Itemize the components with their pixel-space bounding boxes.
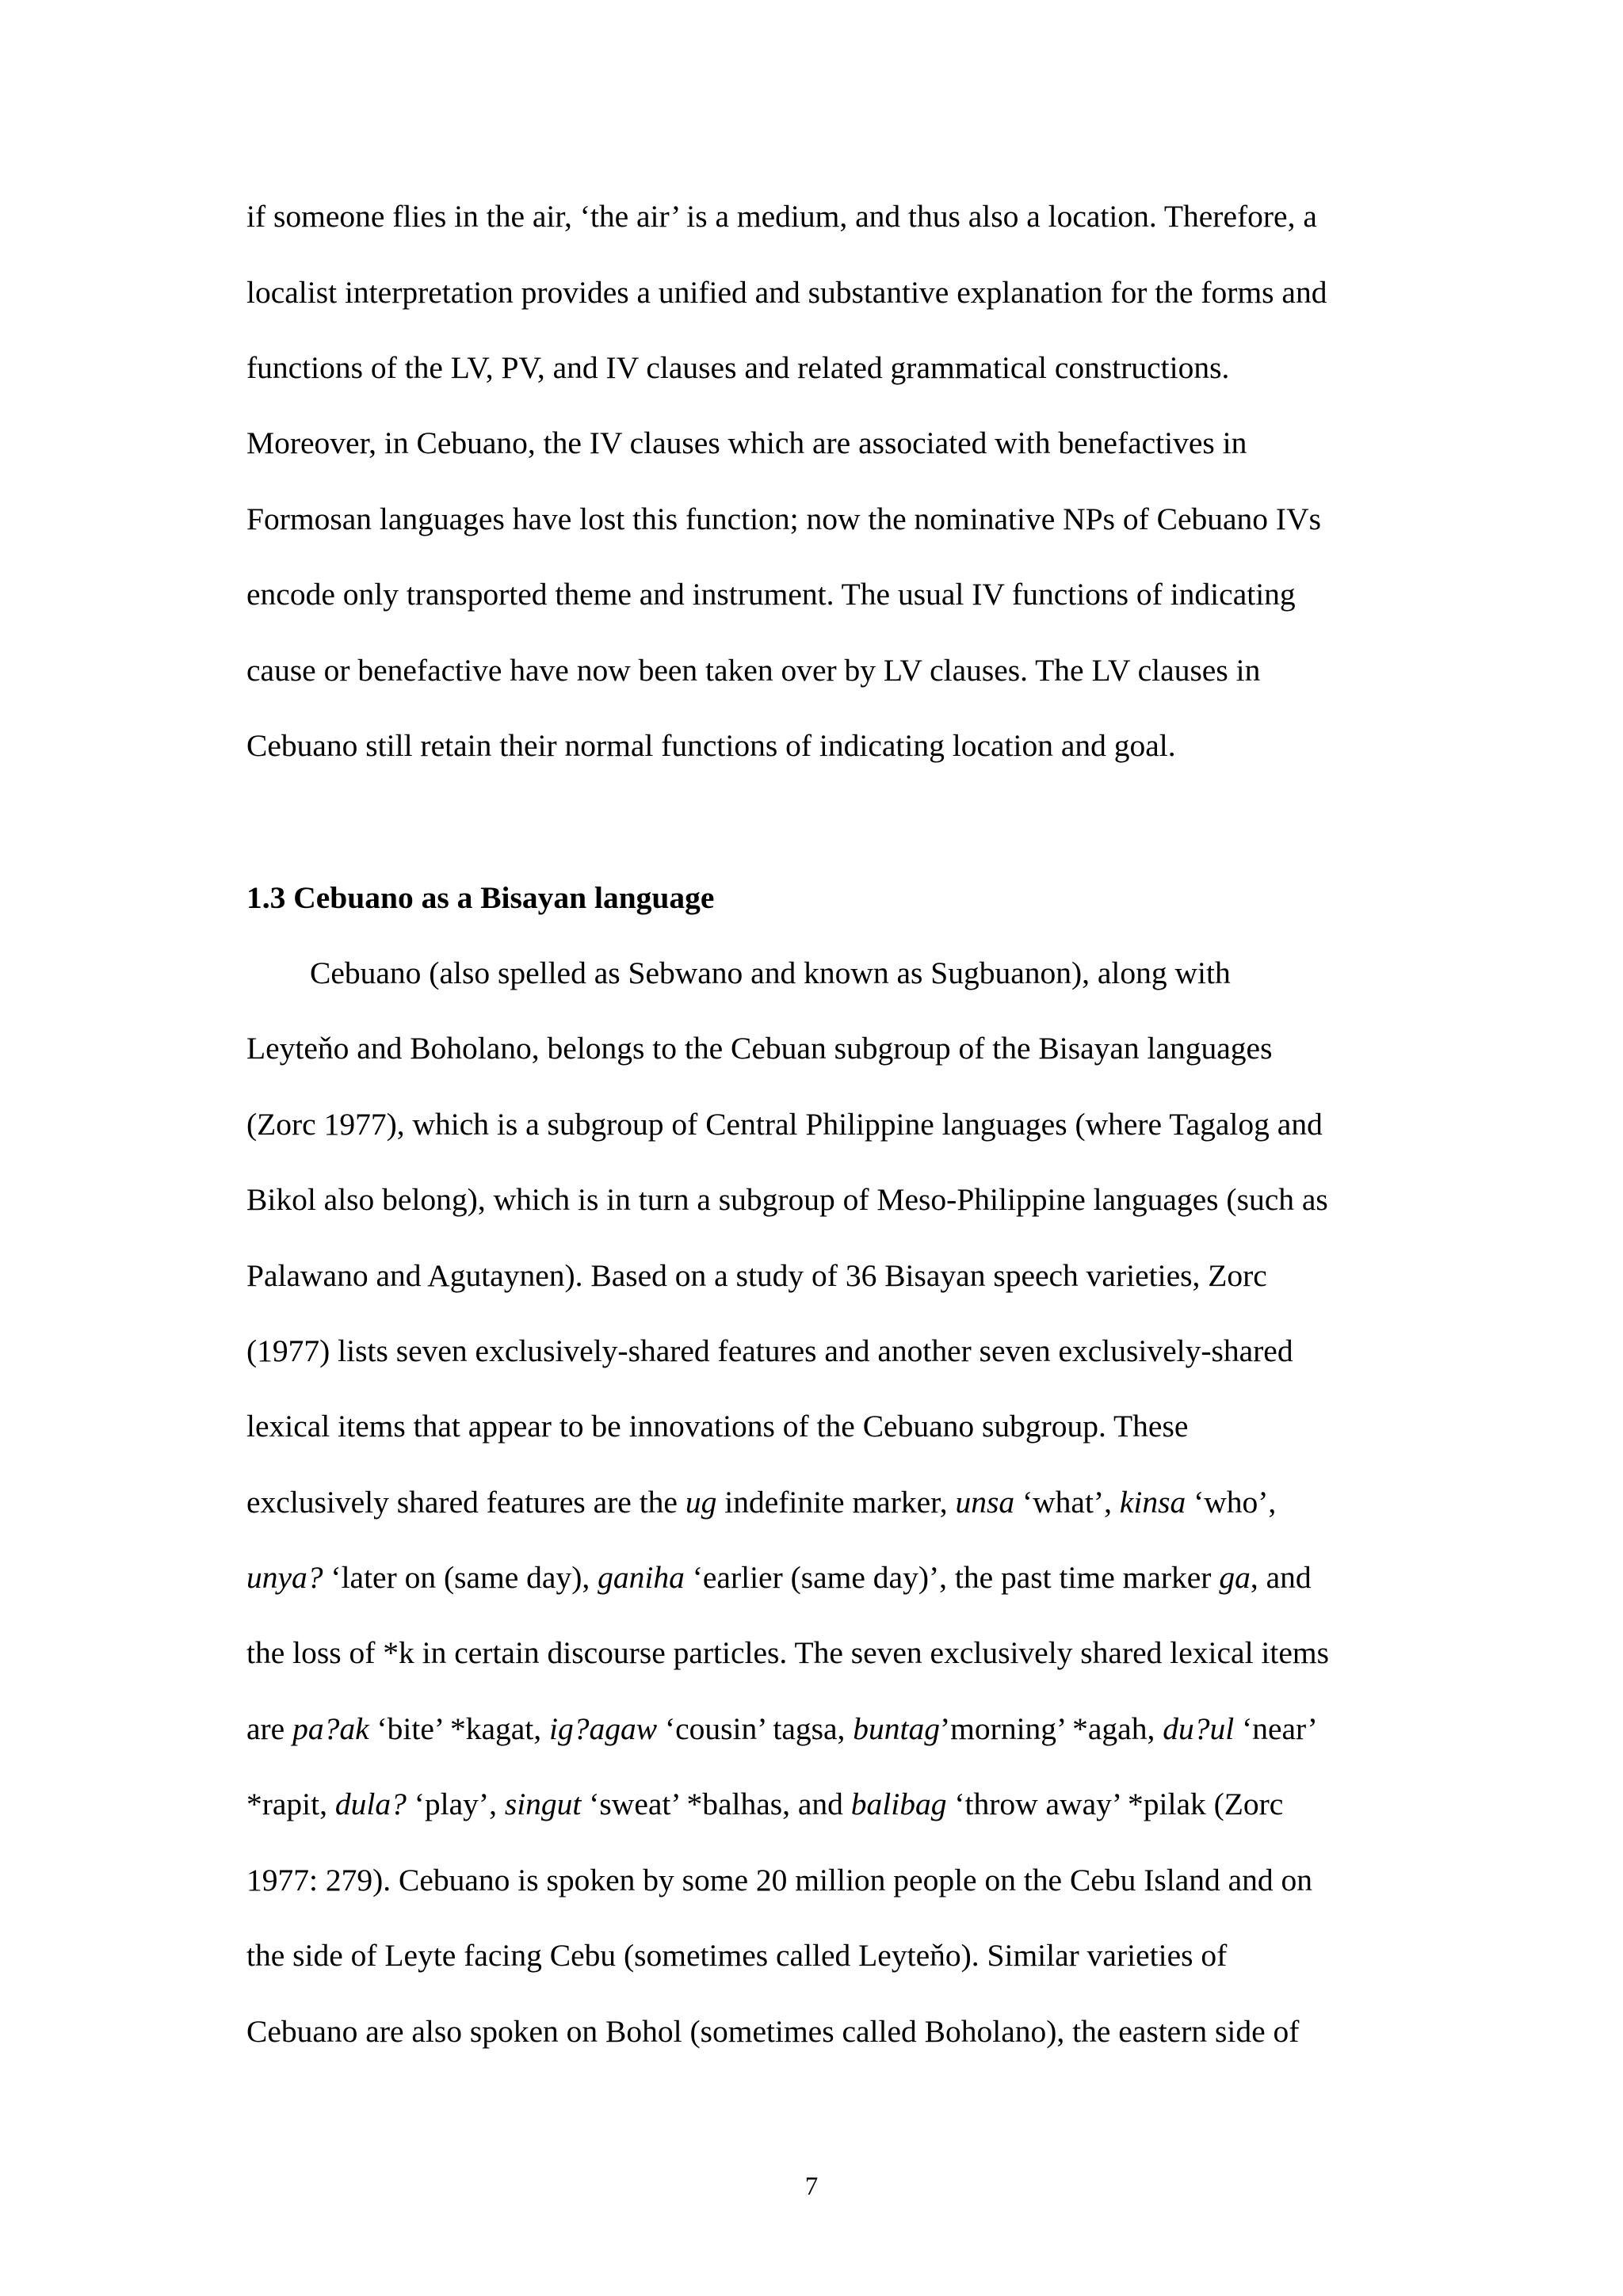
text-run: ‘later on (same day), [323,1560,598,1595]
italic-term: ug [685,1485,717,1520]
text-line: 1977: 279). Cebuano is spoken by some 20 million people on the Cebu Island and on [246,1863,1313,1897]
italic-term: ganiha [598,1560,685,1595]
text-line: if someone flies in the air, ‘the air’ is a medium, and thus also a location. Therefore, a [246,199,1317,234]
text-line [246,1786,1283,1822]
text-line: the loss of *k in certain discourse particles. The seven exclusively shared lexical items [246,1635,1329,1670]
text-line: the side of Leyte facing Cebu (sometimes called Leyteňo). Similar varieties of [246,1938,1228,1973]
text-line: encode only transported theme and instrument. The usual IV functions of indicating [246,577,1296,612]
text-line: cause or benefactive have now been taken over by LV clauses. The LV clauses in [246,653,1261,688]
italic-term: pa?ak [292,1711,369,1746]
italic-term: unya? [246,1560,323,1595]
text-line: (1977) lists seven exclusively-shared features and another seven exclusively-shared [246,1333,1293,1368]
text-run: *rapit, [246,1787,335,1821]
italic-term: du?ul [1163,1711,1235,1746]
text-run: exclusively shared features are the [246,1485,685,1520]
text-run: indefinite marker, [716,1485,956,1520]
text-line: Palawano and Agutaynen). Based on a study of 36 Bisayan speech varieties, Zorc [246,1258,1267,1293]
section-heading: 1.3 Cebuano as a Bisayan language [246,880,715,915]
text-run: ‘sweat’ *balhas, and [581,1787,851,1821]
text-line: lexical items that appear to be innovations of the Cebuano subgroup. These [246,1409,1189,1444]
text-line: (Zorc 1977), which is a subgroup of Central Philippine languages (where Tagalog and [246,1107,1323,1142]
text-line [246,1484,1276,1520]
italic-term: ig?agaw [549,1711,658,1746]
text-line: Cebuano (also spelled as Sebwano and known as Sugbuanon), along with [310,955,1231,990]
text-line [246,1711,1318,1747]
text-line: localist interpretation provides a unified and substantive explanation for the forms and [246,275,1327,310]
text-run: are [246,1711,293,1746]
text-run: ‘throw away’ *pilak (Zorc [946,1787,1284,1821]
text-run: ’morning’ *agah, [940,1711,1163,1746]
italic-term: buntag [853,1711,941,1746]
text-line [246,1559,1312,1596]
text-run: ‘cousin’ tagsa, [657,1711,854,1746]
text-run: ‘play’, [406,1787,505,1821]
italic-term: balibag [850,1787,947,1821]
text-run: ‘who’, [1186,1485,1277,1520]
italic-term: unsa [955,1485,1015,1520]
text-line: Cebuano are also spoken on Bohol (sometimes called Boholano), the eastern side of [246,2014,1300,2049]
text-run: ‘earlier (same day)’, the past time marker [684,1560,1220,1595]
text-run: , and [1250,1560,1312,1595]
text-line: Leyteňo and Boholano, belongs to the Cebuan subgroup of the Bisayan languages [246,1031,1273,1066]
text-run: ‘bite’ *kagat, [369,1711,550,1746]
text-line: Bikol also belong), which is in turn a subgroup of Meso-Philippine languages (such as [246,1182,1328,1217]
italic-term: dula? [334,1787,407,1821]
text-line: Cebuano still retain their normal functions of indicating location and goal. [246,728,1176,763]
text-run: ‘near’ [1234,1711,1318,1746]
italic-term: singut [504,1787,582,1821]
text-line: Formosan languages have lost this function; now the nominative NPs of Cebuano IVs [246,502,1321,536]
page-number: 7 [804,2172,819,2201]
italic-term: ga [1219,1560,1251,1595]
italic-term: kinsa [1119,1485,1186,1520]
text-line: Moreover, in Cebuano, the IV clauses which are associated with benefactives in [246,425,1247,460]
text-run: ‘what’, [1014,1485,1120,1520]
text-line: functions of the LV, PV, and IV clauses and related grammatical constructions. [246,350,1230,385]
